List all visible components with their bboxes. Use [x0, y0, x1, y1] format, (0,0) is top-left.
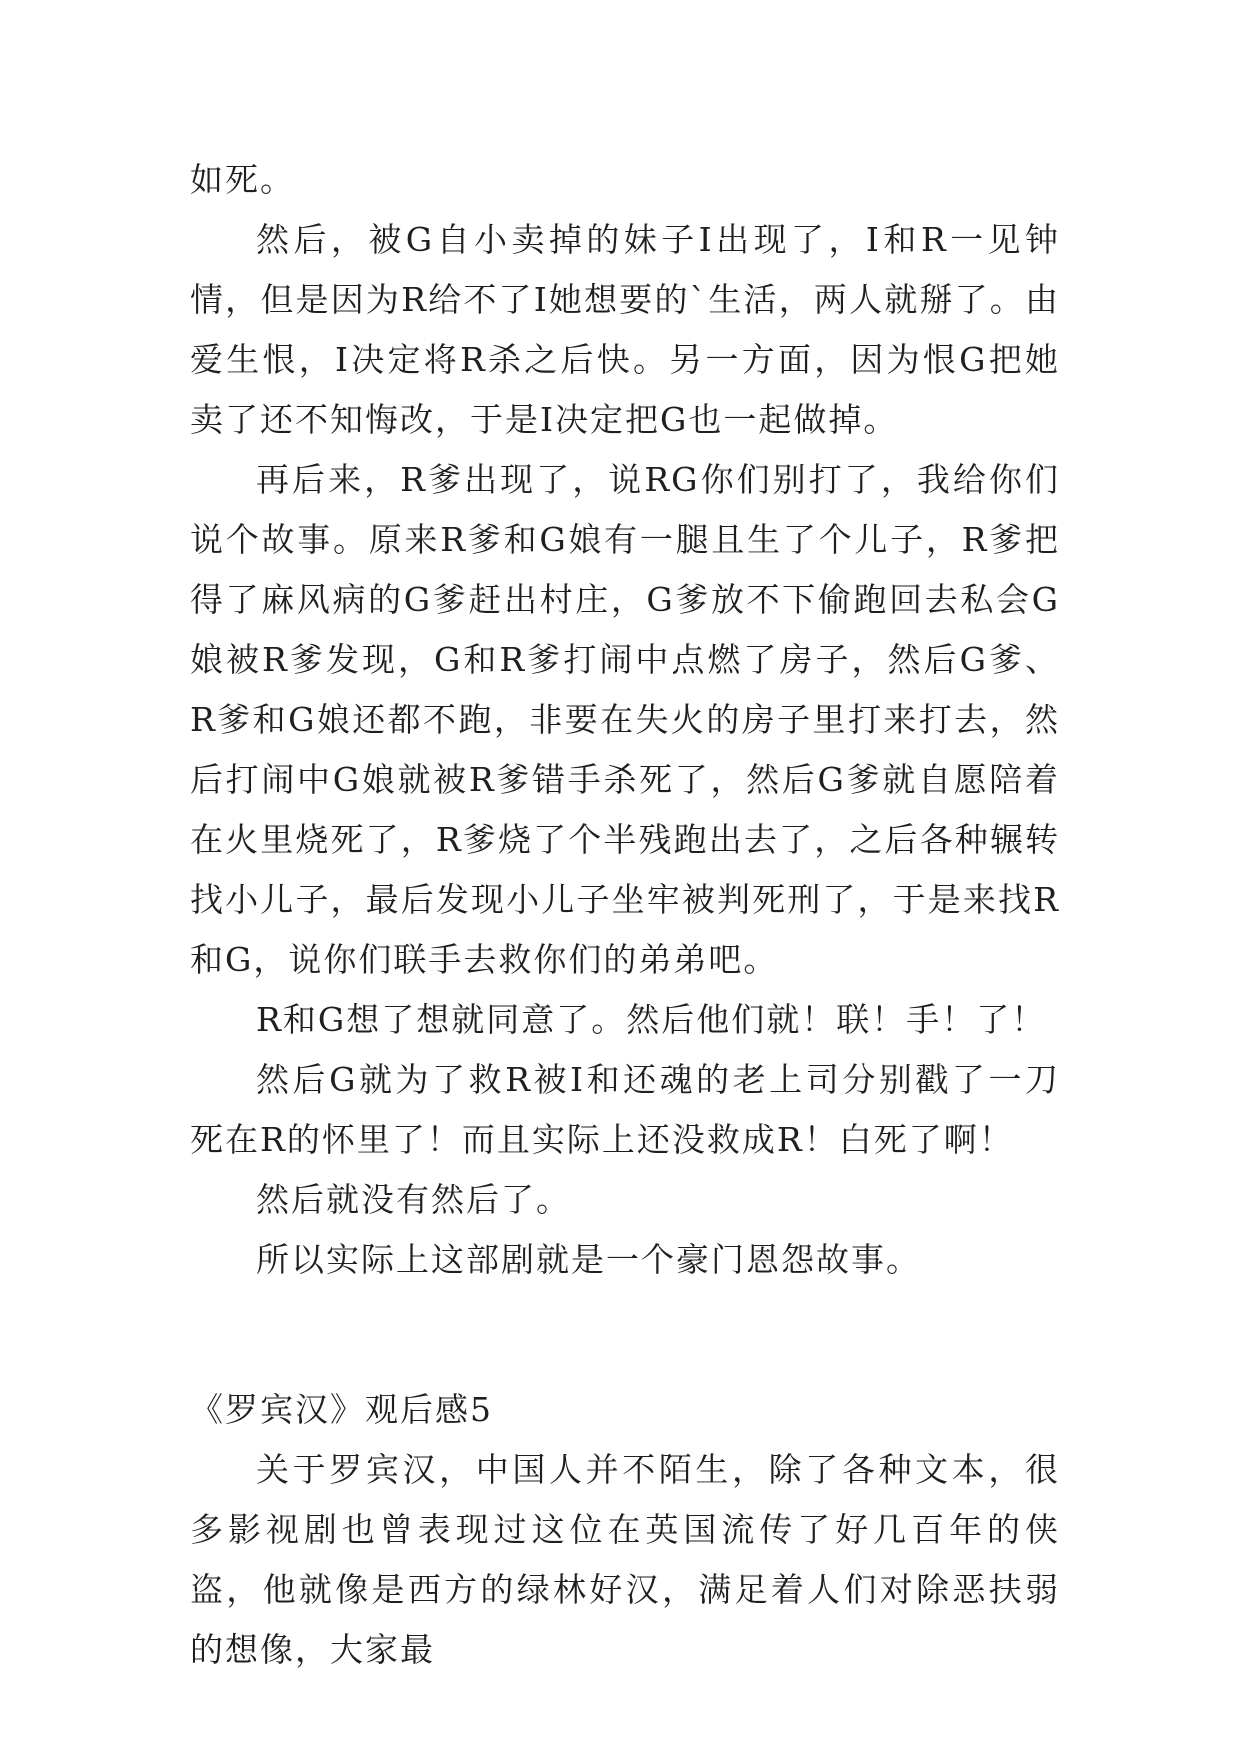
paragraph-8: 关于罗宾汉，中国人并不陌生，除了各种文本，很多影视剧也曾表现过这位在英国流传了好几百年的侠盗，他就像是西方的绿林好汉，满足着人们对除恶扶弱的想像，大家最 [190, 1450, 1060, 1669]
document-body [190, 150, 1060, 1680]
paragraph-3: 再后来，R爹出现了，说RG你们别打了，我给你们说个故事。原来R爹和G娘有一腿且生了个儿子，R爹把得了麻风病的G爹赶出村庄，G爹放不下偷跑回去私会G娘被R爹发现，G和R爹打闹中点燃了房子，然后G爹、R爹和G娘还都不跑，非要在失火的房子里打来打去，然后打闹中G娘就被R爹错手杀死了，然后G爹就自愿陪着在火里烧死了，R爹烧了个半残跑出去了，之后各种辗转找小儿子，最后发现小儿子坐牢被判死刑了，于是来找R和G，说你们联手去救你们的弟弟吧。 [190, 460, 1060, 979]
section-spacer [190, 1290, 1060, 1380]
paragraph-4: R和G想了想就同意了。然后他们就！联！手！了！ [256, 1000, 1047, 1039]
paragraph-7: 所以实际上这部剧就是一个豪门恩怨故事。 [256, 1240, 921, 1279]
paragraph-5: 然后G就为了救R被I和还魂的老上司分别戳了一刀死在R的怀里了！而且实际上还没救成R！白死了啊！ [190, 1060, 1060, 1159]
paragraph-1: 如死。 [190, 160, 295, 199]
section-title: 《罗宾汉》观后感5 [190, 1390, 493, 1429]
paragraph-2: 然后，被G自小卖掉的妹子I出现了，I和R一见钟情，但是因为R给不了I她想要的`生活，两人就掰了。由爱生恨，I决定将R杀之后快。另一方面，因为恨G把她卖了还不知悔改，于是I决定把G也一起做掉。 [190, 220, 1060, 439]
paragraph-6: 然后就没有然后了。 [256, 1180, 571, 1219]
